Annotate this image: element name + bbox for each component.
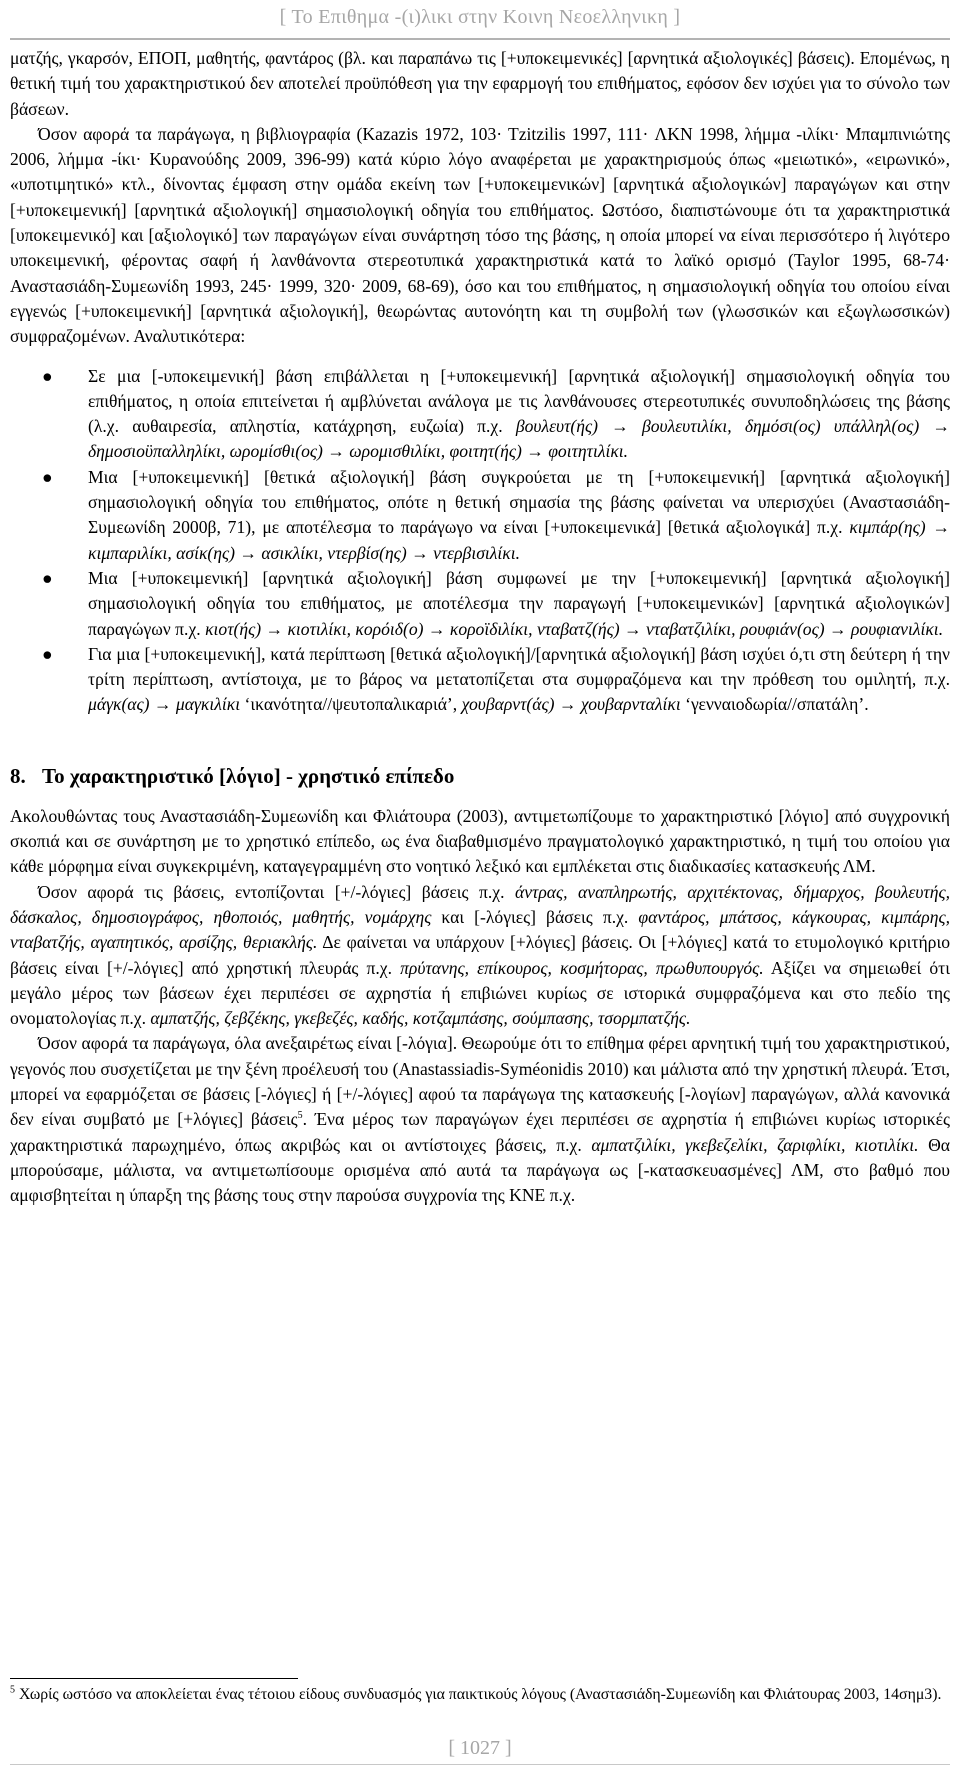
text-run: Όσον αφορά τις βάσεις, εντοπίζονται [+/-λόγιες] βάσεις π.χ. [38, 881, 505, 902]
section-title: Το χαρακτηριστικό [λόγιο] - χρηστικό επίπεδο [42, 763, 455, 788]
footnote-ref[interactable]: 5 [297, 1110, 303, 1122]
running-head: [ Το Επιθημα -(ι)λικι στην Κοινη Νεοελληνικη ] [279, 6, 681, 28]
list-item [10, 642, 950, 718]
bullet-list [10, 364, 950, 718]
example-words: άντρας, αναπληρωτής, αρχιτέκτονας, δήμαρχος, βουλευτής, δάσκαλος, δημοσιογράφος, ηθοποιός, μαθητής, νομάρχης [10, 881, 950, 927]
list-item [10, 566, 950, 642]
paragraph-derived-forms [10, 1031, 950, 1208]
page-body [10, 46, 950, 1208]
list-item-text: Σε μια [-υποκειμενική] βάση επιβάλλεται η [+υποκειμενική] [αρνητικά αξιολογική] σημασιολογική οδηγία του επιθήματος, η οποία επιτείνεται ή αμβλύνεται ανάλογα με τις λανθάνουσες στερεοτυπικές συνυποδηλώσεις της βάσης (λ.χ. αυθαιρεσία, απληστία, κατάχρηση, ευζωία) π.χ. [88, 365, 950, 437]
list-item-text: Για μια [+υποκειμενική], κατά περίπτωση [θετικά αξιολογική]/[αρνητικά αξιολογική] βάση ισχύει ό,τι στη δεύτερη ή την τρίτη περίπτωση, αντίστοιχα, με το βάρος να μετατοπίζεται στα συμφραζόμενα και την πρόθεση του ομιλητή, π.χ. [88, 643, 950, 690]
header-rule [10, 38, 950, 40]
section-heading [10, 762, 950, 790]
footnote-text: Χωρίς ωστόσο να αποκλείεται ένας τέτοιου είδους συνδυασμός για παικτικούς λόγους (Αναστασιάδη-Συμεωνίδη και Φλιάτουρας 2003, 14σημ3). [18, 1686, 942, 1703]
list-item [10, 364, 950, 465]
footnote-number: 5 [10, 1684, 15, 1696]
example-words: αμπατζιλίκι, γκεβεζελίκι, ζαριφλίκι, κιοτιλίκι. [591, 1134, 919, 1155]
text-run: Δε φαίνεται να υπάρχουν [+λόγιες] βάσεις. Οι [+λόγιες] κατά το ετυμολογικό κριτήριο βάσεις είναι [+/-λόγιες] από χρηστική πλευράς π.χ. [10, 932, 950, 978]
page-number: [ 1027 ] [448, 1737, 512, 1759]
list-item-text: Μια [+υποκειμενική] [θετικά αξιολογική] βάση συγκρούεται με τη [+υποκειμενική] [αρνητικά αξιολογική] σημασιολογική οδηγία του επιθήματος, οπότε η θετική σημασία της βάσης φαίνεται να υπερισχύει (Αναστασιάδη-Συμεωνίδη 2000β, 71), με αποτέλεσμα το παράγωγο να είναι [+υποκειμενικά] [θετικά αξιολογικά] π.χ. [88, 466, 950, 538]
text-run: Αξίζει να σημειωθεί ότι μεγάλο μέρος των βάσεων έχει περιπέσει σε αχρηστία ή επιβιώνει κυρίως σε ιστορικά συμφραζόμενα και στο πεδίο της ονοματολογίας π.χ. [10, 957, 950, 1029]
paragraph-derivatives: Όσον αφορά τα παράγωγα, η βιβλιογραφία (Kazazis 1972, 103· Tzitzilis 1997, 111· ΛΚΝ 1998, λήμμα -ιλίκι· Μπαμπινιώτης 2006, λήμμα -ίκι· Κυρανούδης 2009, 396-99) κατά κύριο λόγο αναφέρεται με χαρακτηρισμούς όπως «μειωτικό», «ειρωνικό», «υποτιμητικό» κτλ., δίνοντας έμφαση στην ομάδα εκείνη των [+υποκειμενικών] [αρνητικά αξιολογικών] παραγώγων και στην [+υποκειμενική] [αρνητικά αξιολογική] σημασιολογική οδηγία του επιθήματος. Ωστόσο, διαπιστώνουμε ότι τα χαρακτηριστικά [υποκειμενικό] και [αξιολογικό] των παραγώγων είναι συνάρτηση τόσο της βάσης, η οποία μπορεί να είναι περισσότερο ή λιγότερο υποκειμενική, φέροντας σαφή ή λανθάνοντα στερεοτυπικά χαρακτηριστικά κατά το λαϊκό ορισμό (Taylor 1995, 68-74· Αναστασιάδη-Συμεωνίδη 1993, 245· 1999, 320· 2009, 68-69), όσο και του επιθήματος, η σημασιολογική οδηγία του οποίου είναι εγγενώς [+υποκειμενική] [αρνητικά αξιολογική], θεωρώντας αυτονόητη και τη συμβολή των (γλωσσικών και εξωγλωσσικών) συμφραζομένων. Αναλυτικότερα: [10, 123, 950, 347]
bullet-icon: ● [42, 365, 53, 386]
footer-rule [10, 1764, 950, 1765]
list-item-gloss: ‘ικανότητα//ψευτοπαλικαριά’, [244, 694, 458, 715]
paragraph-continuation: ματζής, γκαρσόν, ΕΠΟΠ, μαθητής, φαντάρος (βλ. και παραπάνω τις [+υποκειμενικές] [αρνητικά αξιολογικές] βάσεις). Επομένως, η θετική τιμή του χαρακτηριστικού δεν αποτελεί προϋπόθεση για την εφαρμογή του επιθήματος, εφόσον δεν ισχύει για το σύνολο των βάσεων. [10, 48, 950, 119]
list-item-examples: κιμπάρ(ης) → κιμπαριλίκι, ασίκ(ης) → ασικλίκι, ντερβίσ(ης) → ντερβισιλίκι. [88, 517, 950, 563]
example-words: φαντάρος, μπάτσος, κάγκουρας, κιμπάρης, νταβατζής, αγαπητικός, αρσίζης, θεριακλής. [10, 906, 950, 953]
list-item-example: μάγκ(ας) → μαγκιλίκι [88, 694, 241, 715]
paragraph-learned-feature: Ακολουθώντας τους Αναστασιάδη-Συμεωνίδη και Φλιάτουρα (2003), αντιμετωπίζουμε το χαρακτηριστικό [λόγιο] από συγχρονική σκοπιά και σε συνάρτηση με το χρηστικό επίπεδο, ως ένα διαβαθμισμένο πραγματολογικό χαρακτηριστικό, η τιμή του οποίου για κάθε μόρφημα είναι συγκεκριμένη, καταγεγραμμένη στο νοητικό λεξικό και εμπλέκεται στις διαδικασίες κατασκευής ΛΜ. [10, 805, 950, 877]
text-run: Όσον αφορά τα παράγωγα, όλα ανεξαιρέτως είναι [-λόγια]. Θεωρούμε ότι το επίθημα φέρει αρνητική τιμή του χαρακτηριστικού, γεγονός που συσχετίζεται με την ξένη προέλευσή του (Anastassiadis-Syméonidis 2010) και μάλιστα από την χρηστική πλευρά. Έτσι, μπορεί να εφαρμόζεται σε βάσεις [-λόγιες] ή [+/-λόγιες] αφού τα παράγωγα της κατασκευής [-λογίων] παραγώγων, αλλά κανονικά δεν είναι συμβατό με [+λόγιες] βάσεις [10, 1033, 950, 1130]
footnote [10, 1684, 950, 1706]
text-run: και [-λόγιες] βάσεις π.χ. [441, 906, 629, 927]
list-item [10, 465, 950, 566]
text-run: . Ένα μέρος των παραγώγων έχει περιπέσει σε αχρηστία ή επιβιώνει κυρίως ιστορικές χαρακτηριστικά παρωχημένο, όπως ακριβώς και οι αντίστοιχες βάσεις, π.χ. [10, 1109, 950, 1155]
example-words: πρύτανης, επίκουρος, κοσμήτορας, πρωθυπουργός. [400, 957, 764, 978]
list-item-gloss: ‘γενναιοδωρία//σπατάλη’. [685, 694, 869, 715]
paragraph-bases [10, 880, 950, 1032]
list-item-text: Μια [+υποκειμενική] [αρνητικά αξιολογική] βάση συμφωνεί με την [+υποκειμενική] [αρνητικά αξιολογική] σημασιολογική οδηγία του επιθήματος, με αποτέλεσμα την παραγωγή [+υποκειμενικών] [αρνητικά αξιολογικών] παραγώγων π.χ. [88, 567, 950, 639]
list-item-example: χουβαρντ(άς) → χουβαρνταλίκι [461, 694, 681, 715]
bullet-icon: ● [42, 567, 53, 588]
section-number: 8. [10, 763, 26, 788]
list-item-examples: βουλευτ(ής) → βουλευτιλίκι, δημόσι(ος) υπάλληλ(ος) → δημοσιοϋπαλληλίκι, ωρομίσθι(ος) → ωρομισθιλίκι, φοιτητ(ής) → φοιτητιλίκι. [88, 416, 950, 462]
footnote-rule [10, 1678, 298, 1679]
bullet-icon: ● [42, 466, 53, 487]
example-words: αμπατζής, ζεβζέκης, γκεβεζές, καδής, κοτζαμπάσης, σούμπασης, τσορμπατζής. [150, 1008, 691, 1029]
text-run: Θα μπορούσαμε, μάλιστα, να αντιμετωπίσουμε ορισμένα από αυτά τα παράγωγα ως [-κατασκευασμένες] ΛΜ, στο βαθμό που αμφισβητείται η ύπαρξη της βάσης τους στην παρούσα συγχρονία της ΚΝΕ π.χ. [10, 1134, 950, 1206]
bullet-icon: ● [42, 643, 53, 664]
list-item-examples: κιοτ(ής) → κιοτιλίκι, κορόιδ(ο) → κοροϊδιλίκι, νταβατζ(ής) → νταβατζιλίκι, ρουφιάν(ος) → ρουφιανιλίκι. [205, 618, 944, 639]
